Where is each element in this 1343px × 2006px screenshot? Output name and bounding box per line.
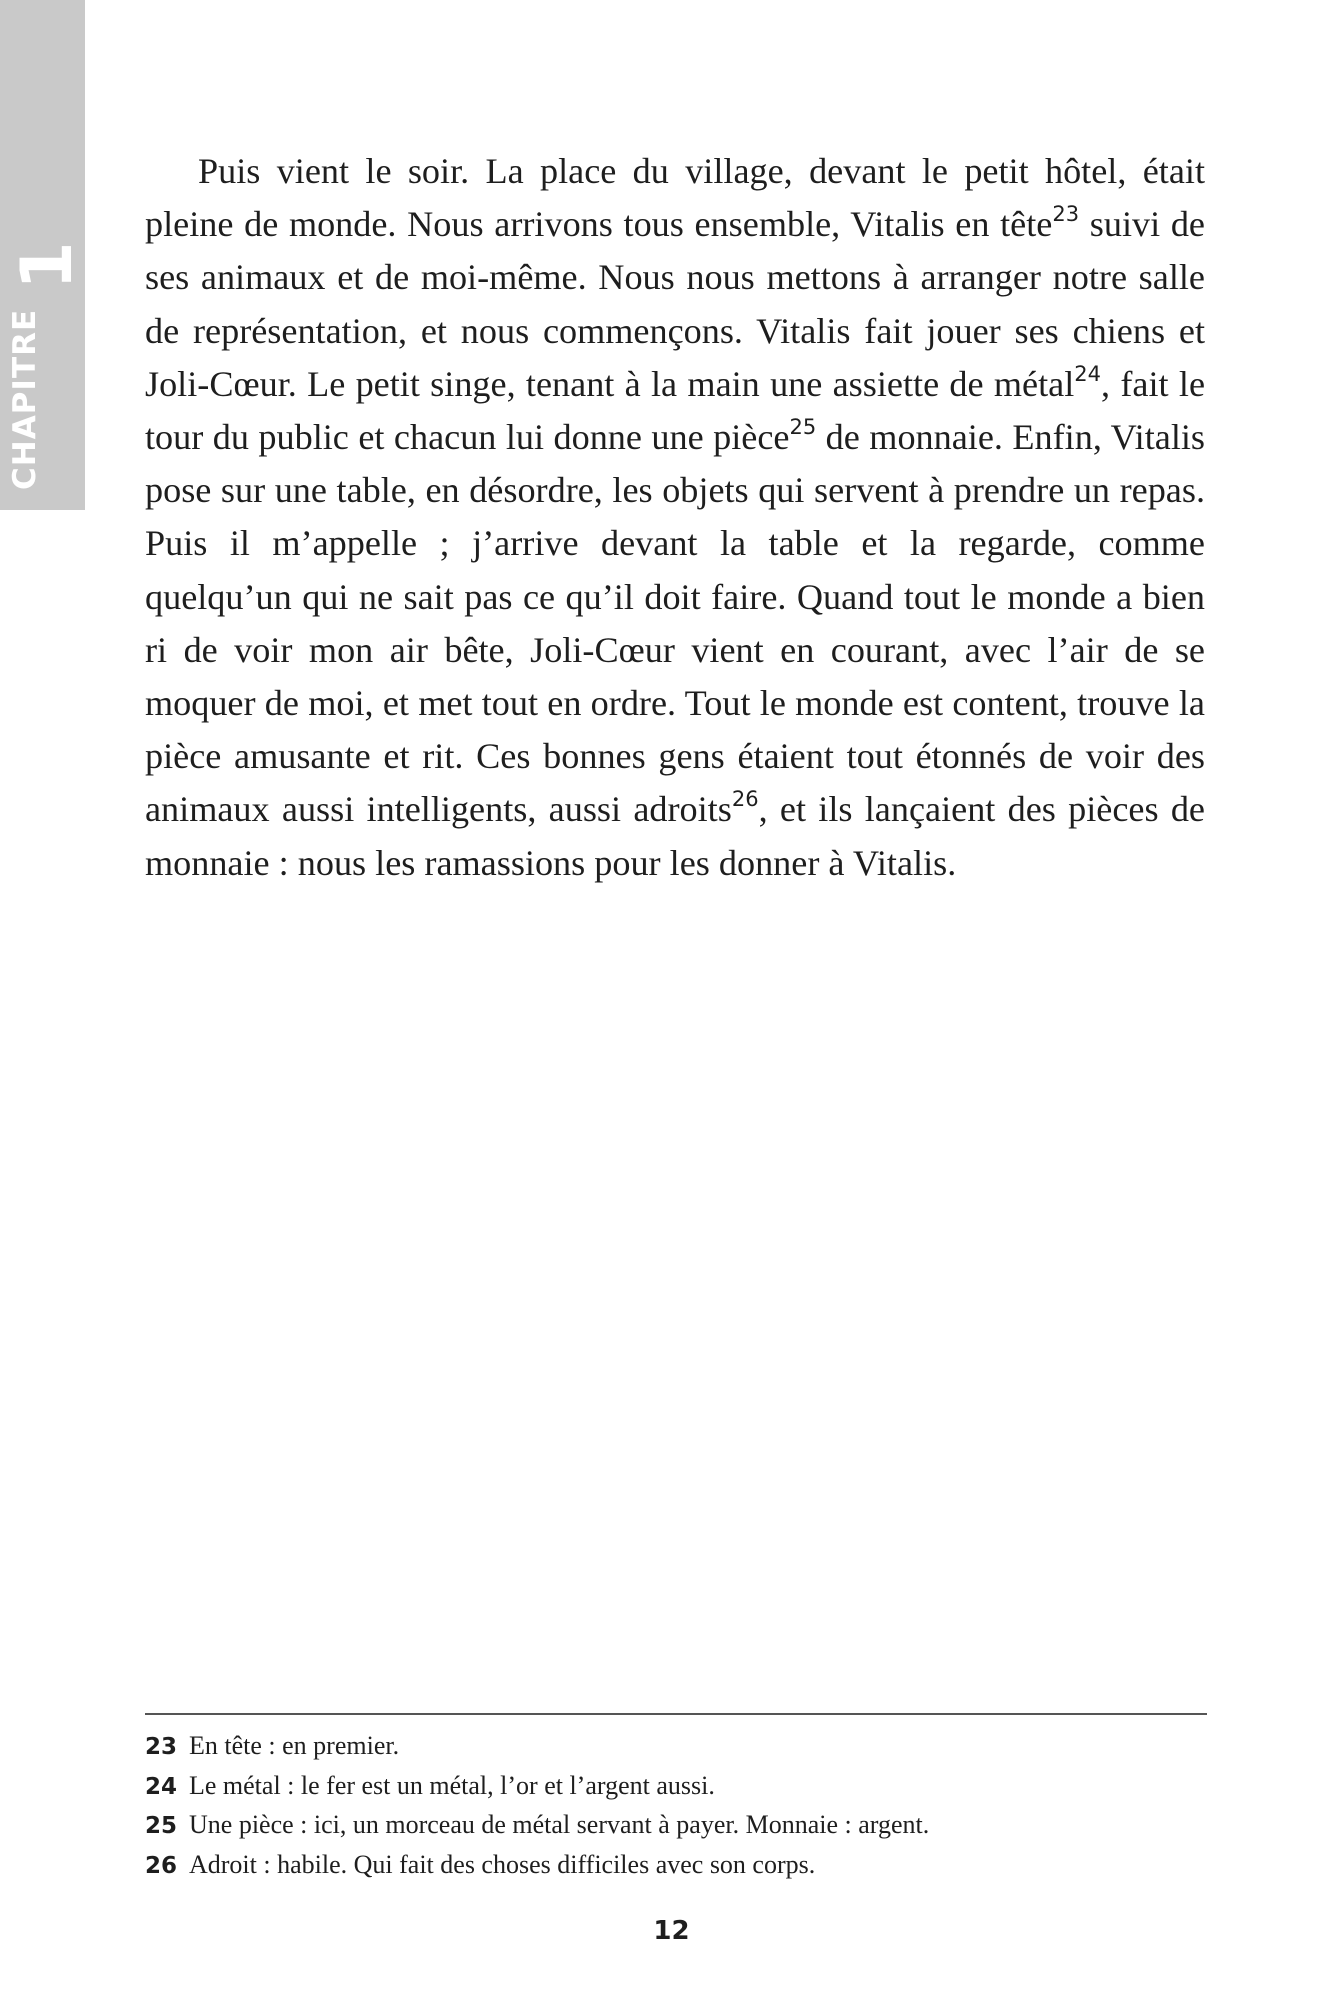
paragraph	[145, 145, 1205, 890]
footnote-ref-23: 23	[1052, 202, 1080, 227]
text-run: , et ils lançaient des pièces de monnaie : nous les ramassions pour les donner à Vitalis.	[145, 789, 1205, 883]
footnote-divider	[145, 1713, 1207, 1715]
footnote-24	[145, 1767, 1207, 1807]
footnote-ref-26: 26	[731, 787, 759, 812]
footnote-number: 24	[145, 1773, 178, 1800]
footnote-text: Une pièce : ici, un morceau de métal servant à payer. Monnaie : argent.	[189, 1810, 930, 1839]
text-run: de monnaie. Enfin, Vitalis pose sur une table, en désordre, les objets qui servent à prendre un repas. Puis il m’appelle ; j’arrive devant la table et la regarde, comme quelqu’un qui ne sait pas ce qu’il doit faire. Quand tout le monde a bien ri de voir mon air bête, Joli-Cœur vient en courant, avec l’air de se moquer de moi, et met tout en ordre. Tout le monde est content, trouve la pièce amusante et rit. Ces bonnes gens étaient tout étonnés de voir des animaux aussi intelligents, aussi adroits	[145, 417, 1206, 830]
footnote-text: Le métal : le fer est un métal, l’or et l’argent aussi.	[189, 1770, 715, 1800]
chapter-tab	[0, 0, 88, 510]
footnote-ref-24: 24	[1074, 361, 1102, 386]
page-number: 12	[653, 1916, 690, 1946]
footnote-number: 25	[145, 1813, 178, 1839]
footnote-number: 26	[145, 1852, 178, 1879]
footnote-26	[145, 1846, 1207, 1886]
footnote-23	[145, 1727, 1207, 1767]
text-run: , fait le tour du public et chacun lui donne une pièce	[145, 363, 1205, 458]
footnotes	[145, 1727, 1207, 1885]
footnote-text: Adroit : habile. Qui fait des choses difficiles avec son corps.	[189, 1849, 816, 1879]
footnote-number: 23	[145, 1734, 178, 1760]
footnote-ref-25: 25	[789, 414, 817, 439]
text-run: Puis vient le soir. La place du village, devant le petit hôtel, était pleine de monde. Nous arrivons tous ensemble, Vitalis en tête	[145, 151, 1205, 245]
chapter-label: CHAPITRE	[7, 308, 43, 490]
text-run: suivi de ses animaux et de moi-même. Nous nous mettons à arranger notre salle de représentation, et nous commençons. Vitalis fait jouer ses chiens et Joli-Cœur. Le petit singe, tenant à la main une assiette de métal	[145, 204, 1205, 404]
chapter-number: 1	[6, 241, 88, 290]
footnote-text: En tête : en premier.	[189, 1731, 400, 1760]
footnote-25	[145, 1806, 1207, 1846]
body-text	[145, 145, 1205, 890]
